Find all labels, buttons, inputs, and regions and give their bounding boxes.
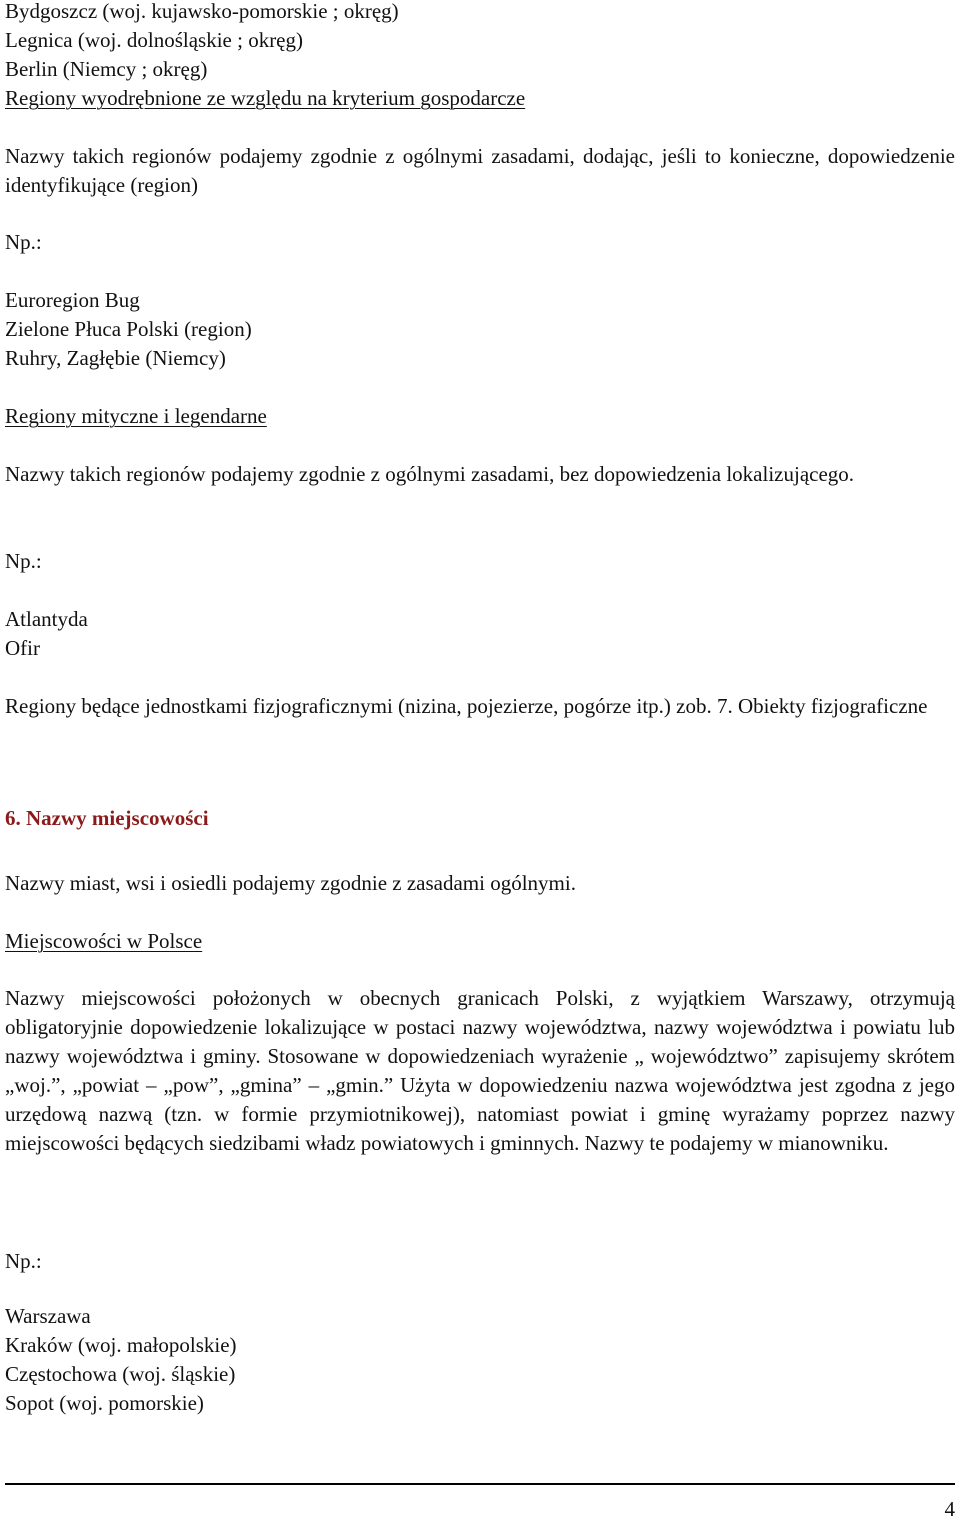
section-paragraph: Nazwy miejscowości położonych w obecnych granicach Polski, z wyjątkiem Warszawy, otrzymują obligatoryjnie dopowiedzenie lokalizujące w postaci nazwy województwa, nazwy województwa i powiatu lub nazwy województwa i gminy. Stosowane w dopowiedzeniach wyrażenie „ województwo” zapisujemy skrótem „woj.”, „powiat – „pow”, „gmina” – „gmin.” Użyta w dopowiedzeniu nazwa województwa jest zgodna z jego urzędową nazwą (tzn. w formie przymiotnikowej), natomiast powiat i gminę wyrażamy poprzez nazwy miejscowości będących siedzibami władz powiatowych i gminnych. Nazwy te podajemy w mianowniku. <box>5 986 955 1156</box>
physiographic-note: Regiony będące jednostkami fizjograficznymi (nizina, pojezierze, pogórze itp.) zob. 7. Obiekty fizjograficzne <box>5 694 928 718</box>
section-title-economic-regions: Regiony wyodrębnione ze względu na kryterium gospodarcze <box>5 86 526 110</box>
example-label: Np.: <box>5 549 42 573</box>
section-title-mythical-regions: Regiony mityczne i legendarne <box>5 404 267 428</box>
list-item: Warszawa <box>5 1304 91 1328</box>
list-item: Bydgoszcz (woj. kujawsko-pomorskie ; okręg) <box>5 0 399 23</box>
list-item: Zielone Płuca Polski (region) <box>5 317 252 341</box>
section-description: Nazwy takich regionów podajemy zgodnie z ogólnymi zasadami, dodając, jeśli to konieczne, dopowiedzenie identyfikujące (region) <box>5 144 955 198</box>
example-label: Np.: <box>5 230 42 254</box>
list-item: Sopot (woj. pomorskie) <box>5 1391 204 1415</box>
list-item: Ofir <box>5 636 40 660</box>
example-label: Np.: <box>5 1249 42 1273</box>
page-number: 4 <box>944 1497 955 1521</box>
chapter-heading: 6. Nazwy miejscowości <box>5 806 209 830</box>
list-item: Berlin (Niemcy ; okręg) <box>5 57 208 81</box>
footer-divider <box>5 1483 955 1485</box>
list-item: Euroregion Bug <box>5 288 140 312</box>
list-item: Ruhry, Zagłębie (Niemcy) <box>5 346 226 370</box>
list-item: Atlantyda <box>5 607 88 631</box>
section-title-poland: Miejscowości w Polsce <box>5 929 203 953</box>
list-item: Legnica (woj. dolnośląskie ; okręg) <box>5 28 303 52</box>
section-description: Nazwy takich regionów podajemy zgodnie z ogólnymi zasadami, bez dopowiedzenia lokalizującego. <box>5 462 855 486</box>
chapter-intro: Nazwy miast, wsi i osiedli podajemy zgodnie z zasadami ogólnymi. <box>5 871 576 895</box>
list-item: Kraków (woj. małopolskie) <box>5 1333 237 1357</box>
list-item: Częstochowa (woj. śląskie) <box>5 1362 236 1386</box>
